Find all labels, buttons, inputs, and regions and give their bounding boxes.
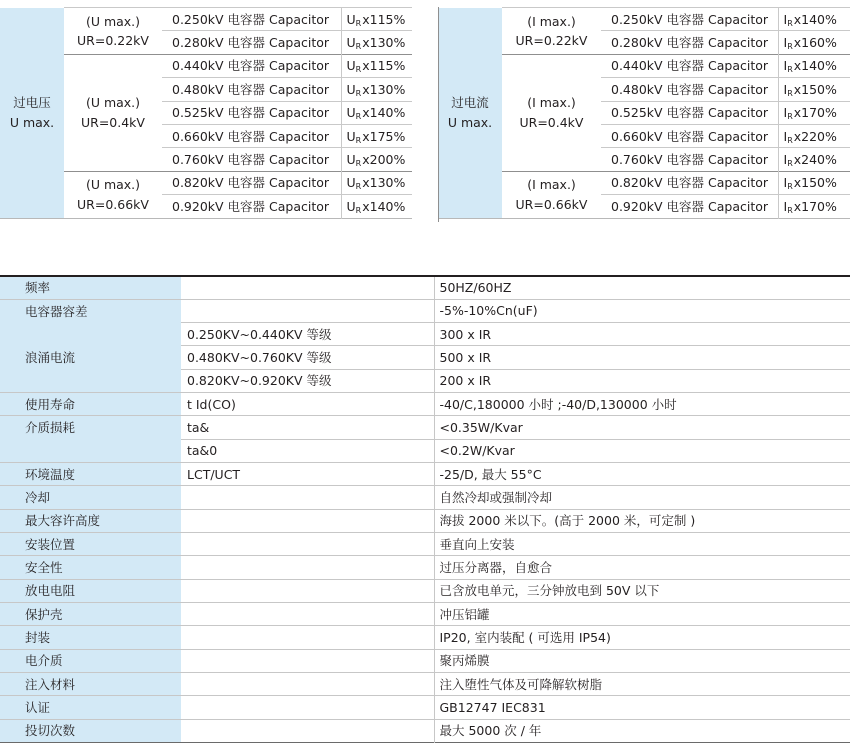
overcurrent-table-box [438, 7, 850, 219]
table-row [0, 649, 850, 672]
title-line2: U max. [447, 114, 493, 130]
multiplier [341, 171, 412, 194]
multiplier-value: x200% [362, 152, 406, 168]
value-cell: IP20, 室内装配 ( 可选用 IP54) [434, 626, 850, 649]
param-cell: 频率 [0, 276, 181, 299]
overvoltage-table-box [0, 7, 412, 219]
param-cell: 放电电阻 [0, 579, 181, 602]
multiplier-value: x220% [793, 128, 837, 144]
multiplier-value: x140% [362, 105, 406, 121]
condition-cell: ta&0 [181, 439, 434, 462]
multiplier [778, 31, 850, 54]
condition-cell: ta& [181, 416, 434, 439]
condition-cell [181, 486, 434, 509]
capacitor-spec: 0.480kV 电容器 Capacitor [162, 78, 341, 101]
symbol: U [346, 152, 356, 168]
group-label [502, 171, 601, 218]
param-cell: 浪涌电流 [0, 346, 181, 369]
symbol-subscript: R [787, 18, 793, 28]
value-cell: 注入堕性气体及可降解软树脂 [434, 673, 850, 696]
table-row [0, 603, 850, 626]
value-cell: -40/C,180000 小时 ;-40/D,130000 小时 [434, 393, 850, 416]
multiplier [778, 195, 850, 218]
title-line1: 过电压 [13, 94, 51, 110]
multiplier [778, 101, 850, 124]
param-cell: 安全性 [0, 556, 181, 579]
group-label-line1: (U max.) [85, 13, 141, 29]
table-row [0, 276, 850, 299]
group-label [64, 8, 162, 55]
symbol: I [783, 35, 788, 51]
capacitor-spec: 0.525kV 电容器 Capacitor [601, 101, 778, 124]
symbol: U [346, 128, 356, 144]
capacitor-spec: 0.280kV 电容器 Capacitor [162, 31, 341, 54]
multiplier [341, 195, 412, 218]
symbol-subscript: R [355, 159, 362, 169]
condition-cell [181, 556, 434, 579]
group-label-line2: UR=0.4kV [519, 114, 584, 130]
multiplier-value: x140% [793, 11, 837, 27]
symbol: U [346, 35, 356, 51]
left-border [438, 7, 439, 222]
title-line2: U max. [9, 114, 55, 130]
capacitor-spec: 0.760kV 电容器 Capacitor [601, 148, 778, 171]
value-cell: 过压分离器，自愈合 [434, 556, 850, 579]
group-label-line1: (I max.) [527, 177, 576, 193]
symbol-subscript: R [787, 159, 793, 169]
symbol-subscript: R [787, 112, 793, 122]
symbol: I [783, 105, 788, 121]
table-row [0, 463, 850, 486]
condition-cell [181, 276, 434, 299]
symbol-subscript: R [355, 205, 362, 215]
condition-cell [181, 299, 434, 322]
value-cell: 50HZ/60HZ [434, 276, 850, 299]
table-title [438, 8, 502, 219]
table-row [0, 486, 850, 509]
table-row [0, 393, 850, 416]
symbol-subscript: R [787, 182, 793, 192]
symbol-subscript: R [355, 135, 362, 145]
symbol: I [783, 58, 788, 74]
multiplier-value: x175% [362, 128, 406, 144]
symbol: U [346, 11, 356, 27]
value-cell: <0.2W/Kvar [434, 439, 850, 462]
symbol-subscript: R [787, 205, 793, 215]
value-cell: 聚丙烯膜 [434, 649, 850, 672]
table-row [0, 323, 850, 346]
param-cell: 注入材料 [0, 673, 181, 696]
table-row [0, 509, 850, 532]
multiplier [778, 78, 850, 101]
param-cell: 电介质 [0, 649, 181, 672]
param-cell: 最大容许高度 [0, 509, 181, 532]
value-cell: 500 x IR [434, 346, 850, 369]
symbol-subscript: R [355, 65, 362, 75]
multiplier [341, 148, 412, 171]
param-cell: 电容器容差 [0, 299, 181, 322]
multiplier-value: x240% [793, 152, 837, 168]
value-cell: <0.35W/Kvar [434, 416, 850, 439]
table-row [438, 8, 850, 31]
symbol: U [346, 198, 356, 214]
group-label-line1: (I max.) [527, 13, 576, 29]
group-label-line2: UR=0.66kV [77, 196, 149, 212]
condition-cell [181, 673, 434, 696]
title-line1: 过电流 [451, 94, 489, 110]
multiplier-value: x160% [793, 35, 837, 51]
multiplier [778, 171, 850, 194]
symbol-subscript: R [355, 42, 362, 52]
multiplier-value: x130% [362, 35, 406, 51]
table-row [0, 346, 850, 369]
table-row [0, 579, 850, 602]
group-label-line1: (U max.) [85, 95, 141, 111]
table-row [0, 369, 850, 392]
condition-cell [181, 649, 434, 672]
symbol: U [346, 105, 356, 121]
group-label-line1: (I max.) [527, 95, 576, 111]
param-cell: 投切次数 [0, 719, 181, 742]
condition-cell: 0.250KV~0.440KV 等级 [181, 323, 434, 346]
table-row [0, 673, 850, 696]
capacitor-spec: 0.660kV 电容器 Capacitor [162, 124, 341, 147]
table-row [0, 719, 850, 742]
table-row [0, 696, 850, 719]
group-label-line2: UR=0.66kV [515, 196, 588, 212]
symbol-subscript: R [787, 135, 793, 145]
table-row [0, 533, 850, 556]
symbol: I [783, 152, 788, 168]
multiplier [778, 54, 850, 77]
value-cell: 垂直向上安装 [434, 533, 850, 556]
symbol: I [783, 128, 788, 144]
table-row [0, 416, 850, 439]
multiplier [778, 8, 850, 31]
condition-cell [181, 509, 434, 532]
table-row [0, 299, 850, 322]
value-cell: 200 x IR [434, 369, 850, 392]
value-cell: 冲压铝罐 [434, 603, 850, 626]
table-row [0, 626, 850, 649]
condition-cell [181, 603, 434, 626]
symbol: U [346, 58, 356, 74]
value-cell: 自然冷却或强制冷却 [434, 486, 850, 509]
param-cell [0, 323, 181, 346]
spec-table [0, 275, 850, 743]
multiplier [341, 101, 412, 124]
multiplier [778, 148, 850, 171]
condition-cell: t Id(CO) [181, 393, 434, 416]
condition-cell: 0.480KV~0.760KV 等级 [181, 346, 434, 369]
multiplier [341, 124, 412, 147]
param-cell [0, 369, 181, 392]
param-cell: 封装 [0, 626, 181, 649]
condition-cell [181, 579, 434, 602]
group-label [64, 54, 162, 171]
overcurrent-table [438, 7, 850, 219]
param-cell: 安装位置 [0, 533, 181, 556]
table-title [0, 8, 64, 219]
group-label [502, 54, 601, 171]
group-label [64, 171, 162, 218]
symbol: I [783, 198, 788, 214]
overvoltage-table [0, 7, 412, 219]
symbol-subscript: R [355, 88, 362, 98]
symbol-subscript: R [355, 112, 362, 122]
multiplier [341, 8, 412, 31]
symbol-subscript: R [787, 65, 793, 75]
table-row [0, 439, 850, 462]
capacitor-spec: 0.280kV 电容器 Capacitor [601, 31, 778, 54]
capacitor-spec: 0.525kV 电容器 Capacitor [162, 101, 341, 124]
capacitor-spec: 0.440kV 电容器 Capacitor [162, 54, 341, 77]
capacitor-spec: 0.820kV 电容器 Capacitor [601, 171, 778, 194]
condition-cell: 0.820KV~0.920KV 等级 [181, 369, 434, 392]
table-row [0, 8, 412, 31]
multiplier [341, 54, 412, 77]
value-cell: 300 x IR [434, 323, 850, 346]
capacitor-spec: 0.920kV 电容器 Capacitor [601, 195, 778, 218]
capacitor-spec: 0.660kV 电容器 Capacitor [601, 124, 778, 147]
symbol-subscript: R [355, 182, 362, 192]
value-cell: 海拔 2000 米以下。(高于 2000 米，可定制 ) [434, 509, 850, 532]
value-cell: 已含放电单元，三分钟放电到 50V 以下 [434, 579, 850, 602]
multiplier-value: x140% [362, 198, 406, 214]
multiplier-value: x170% [793, 105, 837, 121]
symbol: U [346, 81, 356, 97]
param-cell: 介质损耗 [0, 416, 181, 439]
symbol-subscript: R [355, 18, 362, 28]
symbol: I [783, 175, 788, 191]
condition-cell [181, 533, 434, 556]
group-label-line1: (U max.) [85, 177, 141, 193]
value-cell: 最大 5000 次 / 年 [434, 719, 850, 742]
capacitor-spec: 0.920kV 电容器 Capacitor [162, 195, 341, 218]
symbol: I [783, 11, 788, 27]
group-label-line2: UR=0.4kV [81, 114, 145, 130]
param-cell: 认证 [0, 696, 181, 719]
capacitor-spec: 0.760kV 电容器 Capacitor [162, 148, 341, 171]
multiplier [341, 31, 412, 54]
param-cell: 保护壳 [0, 603, 181, 626]
capacitor-spec: 0.250kV 电容器 Capacitor [162, 8, 341, 31]
group-label-line2: UR=0.22kV [77, 32, 149, 48]
multiplier [778, 124, 850, 147]
condition-cell [181, 719, 434, 742]
value-cell: GB12747 IEC831 [434, 696, 850, 719]
capacitor-spec: 0.440kV 电容器 Capacitor [601, 54, 778, 77]
group-label-line2: UR=0.22kV [515, 32, 588, 48]
param-cell [0, 439, 181, 462]
param-cell: 冷却 [0, 486, 181, 509]
capacitor-spec: 0.250kV 电容器 Capacitor [601, 8, 778, 31]
value-cell: -25/D, 最大 55°C [434, 463, 850, 486]
condition-cell [181, 626, 434, 649]
multiplier-value: x150% [793, 81, 837, 97]
capacitor-spec: 0.820kV 电容器 Capacitor [162, 171, 341, 194]
multiplier-value: x150% [793, 175, 837, 191]
spec-table-box [0, 275, 850, 743]
multiplier-value: x130% [362, 81, 406, 97]
param-cell: 环境温度 [0, 463, 181, 486]
group-label [502, 8, 601, 55]
table-row [0, 556, 850, 579]
multiplier-value: x115% [362, 11, 406, 27]
multiplier-value: x140% [793, 58, 837, 74]
multiplier-value: x170% [793, 198, 837, 214]
multiplier-value: x130% [362, 175, 406, 191]
condition-cell: LCT/UCT [181, 463, 434, 486]
value-cell: -5%-10%Cn(uF) [434, 299, 850, 322]
symbol: U [346, 175, 356, 191]
symbol: I [783, 81, 788, 97]
symbol-subscript: R [787, 42, 793, 52]
param-cell: 使用寿命 [0, 393, 181, 416]
condition-cell [181, 696, 434, 719]
symbol-subscript: R [787, 88, 793, 98]
capacitor-spec: 0.480kV 电容器 Capacitor [601, 78, 778, 101]
multiplier-value: x115% [362, 58, 406, 74]
multiplier [341, 78, 412, 101]
